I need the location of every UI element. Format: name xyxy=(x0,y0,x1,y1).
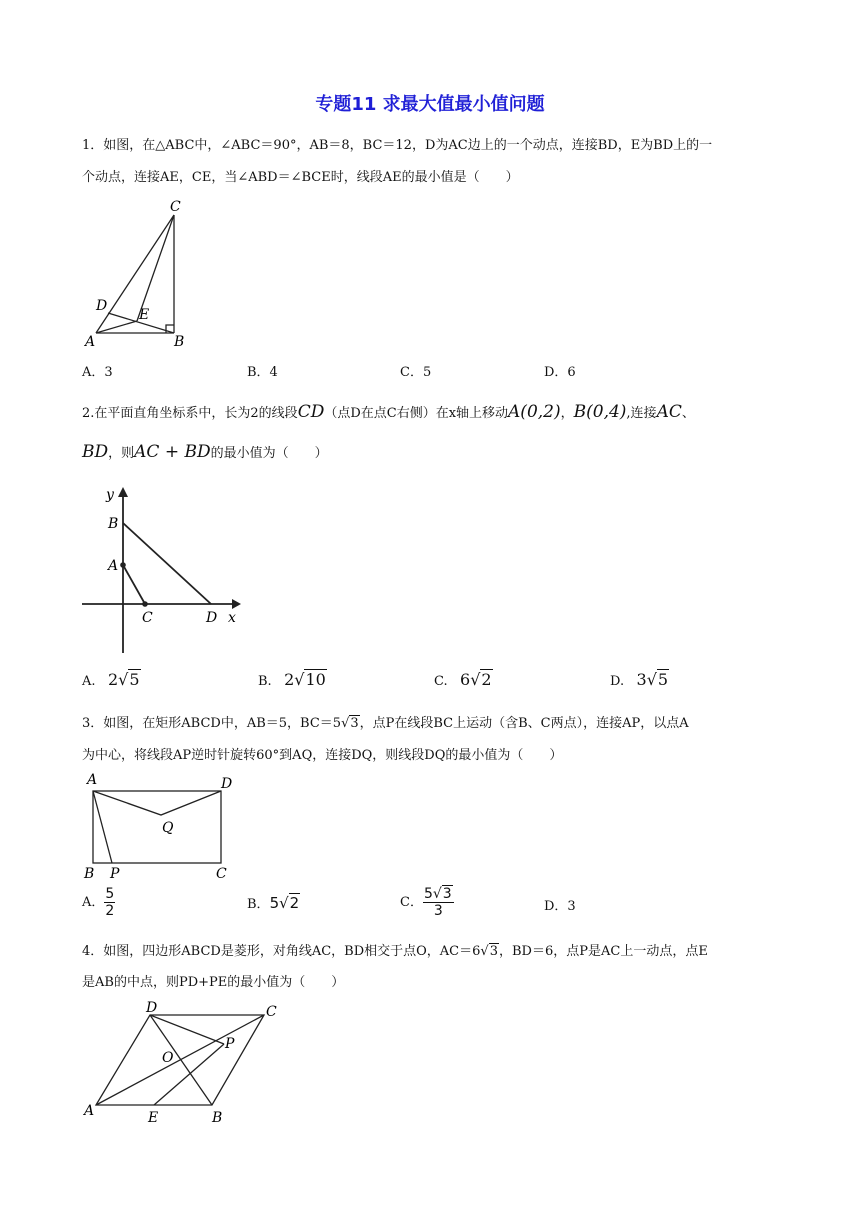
q3-label-P: P xyxy=(110,866,120,882)
q2-point-b: B(0,4) xyxy=(573,402,627,422)
q3-option-b: B．5√2 xyxy=(247,894,300,912)
q2-option-b: B. 2√10 xyxy=(258,670,326,689)
q4-text-line1: 4．如图，四边形ABCD是菱形，对角线AC，BD相交于点O，AC＝6√3，BD＝6，点P是AC上一动点，点E xyxy=(82,944,708,959)
q2-label-A: A xyxy=(108,558,119,574)
page-title: 专题11 求最大值最小值问题 xyxy=(315,94,545,115)
q2-figure xyxy=(78,485,248,655)
q1-option-b: B．4 xyxy=(247,365,278,380)
q2-comma: ， xyxy=(560,406,574,421)
q1-label-D: D xyxy=(96,298,108,314)
q2-text-line1 xyxy=(82,402,695,422)
q4-label-O: O xyxy=(162,1050,174,1066)
q2-point-a: A(0,2) xyxy=(508,402,561,422)
q2-label-x: x xyxy=(228,610,236,626)
q2-option-d: D. 3√5 xyxy=(610,670,669,689)
q2-dun: 、 xyxy=(681,406,695,421)
q2-cd: CD xyxy=(297,402,325,422)
q3-option-c: C． $\frac{5√3}{3}$ xyxy=(400,886,452,919)
q2-label-B: B xyxy=(108,516,119,532)
q2-ac: AC xyxy=(656,402,682,422)
q3-figure xyxy=(82,770,242,882)
q3-text-line1: 3．如图，在矩形ABCD中，AB＝5，BC＝5√3，点P在线段BC上运动（含B、C两点），连接AP，以点A xyxy=(82,716,689,731)
q1-label-E: E xyxy=(139,307,150,323)
q1-option-a: A．3 xyxy=(82,365,113,380)
q2-ze: ，则 xyxy=(108,446,135,461)
q2-pre: 2.在平面直角坐标系中，长为2的线段 xyxy=(82,406,298,421)
q3-label-C: C xyxy=(216,866,227,882)
q4-figure xyxy=(82,998,292,1128)
q3-text-line2: 为中心，将线段AP逆时针旋转60°到AQ，连接DQ，则线段DQ的最小值为（ ） xyxy=(82,748,563,763)
q1-label-C: C xyxy=(170,199,181,215)
q2-label-y: y xyxy=(106,487,114,503)
q1-label-B: B xyxy=(174,334,185,350)
q2-label-D: D xyxy=(206,610,218,626)
q4-label-E: E xyxy=(148,1110,159,1126)
q3-label-Q: Q xyxy=(162,820,174,836)
q2-option-c: C. 6√2 xyxy=(434,670,492,689)
q1-figure xyxy=(82,195,202,355)
q1-text-line2: 个动点，连接AE，CE，当∠ABD＝∠BCE时，线段AE的最小值是（ ） xyxy=(82,170,519,185)
q3-option-d: D．3 xyxy=(544,899,576,914)
q2-text-line2 xyxy=(82,442,328,462)
q4-text-line2: 是AB的中点，则PD+PE的最小值为（ ） xyxy=(82,975,345,990)
q2-conn: ,连接 xyxy=(626,406,657,421)
q2-option-a: A. 2√5 xyxy=(82,670,140,689)
q2-bd: BD xyxy=(82,442,109,462)
q1-text-line1: 1．如图，在△ABC中，∠ABC＝90°，AB＝8，BC＝12，D为AC边上的一个动点，连接BD，E为BD上的一 xyxy=(82,138,713,153)
q4-label-C: C xyxy=(266,1004,277,1020)
q2-label-C: C xyxy=(142,610,153,626)
q1-option-c: C．5 xyxy=(400,365,432,380)
q2-post: 的最小值为（ ） xyxy=(210,446,328,461)
q2-mid: （点D在点C右侧）在x轴上移动 xyxy=(324,406,509,421)
q2-sum: AC + BD xyxy=(134,442,211,462)
q1-option-d: D．6 xyxy=(544,365,576,380)
q4-label-A: A xyxy=(84,1103,95,1119)
q3-label-D: D xyxy=(221,776,233,792)
q4-label-P: P xyxy=(225,1036,235,1052)
q1-label-A: A xyxy=(85,334,96,350)
q3-option-a: A． $\frac{5}{2}$ xyxy=(82,886,115,919)
q3-label-A: A xyxy=(87,772,98,788)
q4-label-B: B xyxy=(212,1110,223,1126)
q4-label-D: D xyxy=(146,1000,158,1016)
q3-label-B: B xyxy=(84,866,95,882)
